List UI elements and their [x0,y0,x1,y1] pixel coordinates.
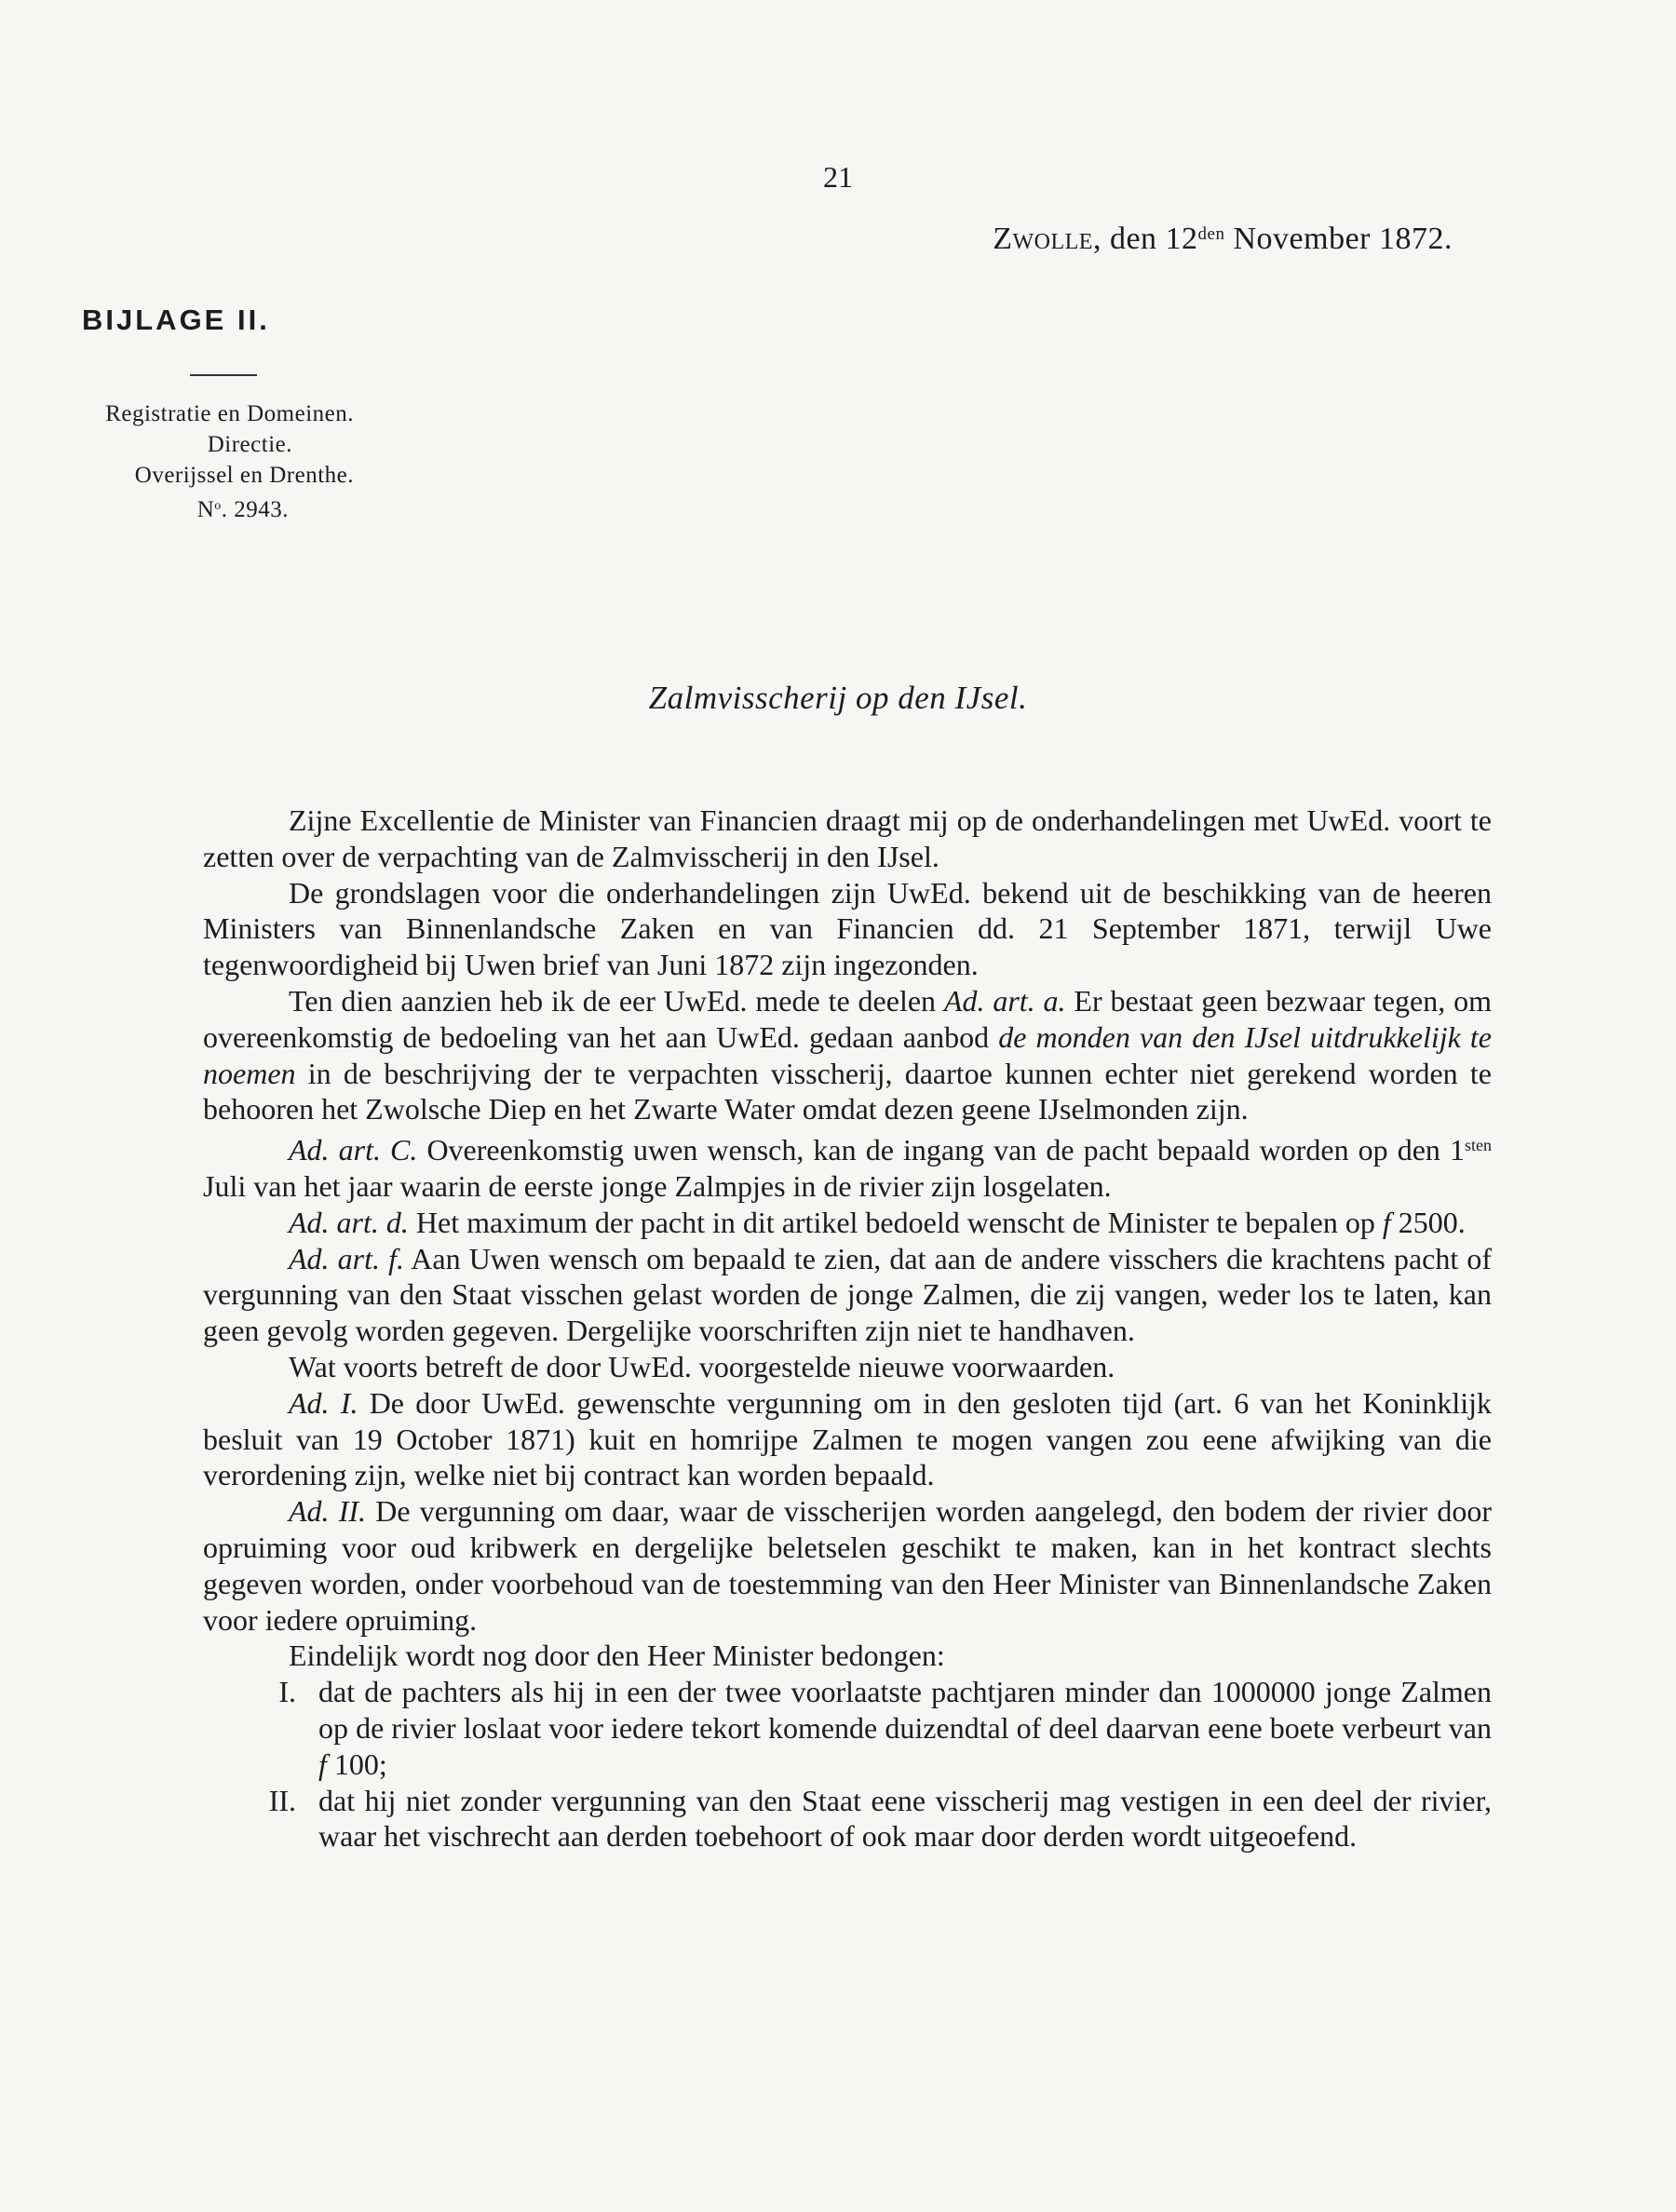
p5-florin-sign: f [1382,1205,1391,1239]
p5-text-a: Het maximum der pacht in dit artikel bedoeld wenscht de Minister te bepalen op [408,1205,1383,1239]
p6-text-a: Aan Uwen wensch om bepaald te zien, dat aan de andere visschers die krachtens pacht of vergunning van den Staat visschen gelast worden de jonge Zalmen, die zij vangen, weder los te laten, kan geen gevolg worden gegeven. Dergelijke voorschriften zijn niet te handhaven. [203,1241,1493,1348]
list-item [203,1674,1492,1782]
p4-text-a: Overeenkomstig uwen wensch, kan de ingang van de pacht bepaald worden op den 1 [417,1133,1466,1167]
p8-text-a: De door UwEd. gewenschte vergunning om in den gesloten tijd (art. 6 van het Koninklijk besluit van 19 October 1871) kuit en homrijpe Zalmen te mogen vangen zou eene afwijking van die verordening zijn, welke niet bij contract kan worden bepaald. [203,1385,1493,1492]
number-sup: o [214,499,222,513]
p6-article-ref: Ad. art. f. [289,1241,404,1275]
bijlage-heading: BIJLAGE II. [82,303,270,336]
list-text [318,1783,1492,1855]
list-florin-sign: f [318,1747,327,1781]
paragraph-2: De grondslagen voor die onderhandelingen zijn UwEd. bekend uit de beschikking van de heeren Ministers van Binnenlandsche Zaken en van Financien dd. 21 September 1871, terwijl Uwe tegenwoordigheid bij Uwen brief van Juni 1872 zijn ingezonden. [203,875,1492,982]
date-line [993,222,1453,257]
p9-text-a: De vergunning om daar, waar de visscherijen worden aangelegd, den bodem der rivier door opruiming voor oud kribwerk en dergelijke beletselen geschikt te maken, kan in het kontract slechts gegeven worden, onder voorbehoud van de toestemming van den Heer Minister van Binnenlandsche Zaken voor iedere opruiming. [203,1494,1493,1637]
number-value: . 2943. [221,497,289,522]
office-line-directie: Directie. [207,432,292,457]
document-title: Zalmvisscherij op den IJsel. [648,680,1028,716]
conditions-list [203,1674,1492,1855]
paragraph-4 [203,1127,1492,1205]
list-number: I. [278,1675,296,1709]
paragraph-6 [203,1241,1492,1349]
p4-text-b: Juli van het jaar waarin de eerste jonge Zalmpjes in de rivier zijn losgelaten. [203,1168,1112,1203]
p3-quoted-phrase: de monden van den IJsel uitdrukkelijk te noemen [203,1019,1493,1090]
list-text [318,1674,1492,1782]
date-post: November 1872. [1224,222,1453,256]
paragraph-9 [203,1493,1492,1638]
letter-header [47,303,354,525]
letter-body [203,803,1492,1855]
p5-article-ref: Ad. art. d. [289,1205,409,1239]
date-day-suffix: den [1197,224,1225,244]
number-prefix: N [196,497,215,522]
list-text-b: 100; [326,1747,387,1781]
paragraph-3 [203,983,1492,1127]
p4-article-ref: Ad. art. C. [289,1133,418,1167]
office-line-region: Overijssel en Drenthe. [134,463,354,488]
office-line-number [47,491,289,525]
list-number: II. [268,1783,296,1817]
list-text-a: dat de pachters als hij in een der twee voorlaatste pachtjaren minder dan 1000000 jonge Zalmen op de rivier loslaat voor iedere tekort komende duizendtal of deel daarvan eene boete verbeurt van [318,1675,1492,1745]
p4-ordinal: sten [1465,1136,1493,1155]
p5-text-b: 2500. [1390,1205,1466,1239]
header-divider [190,374,257,376]
p9-article-ref: Ad. II. [289,1494,367,1529]
p8-article-ref: Ad. I. [289,1385,358,1420]
office-line-registratie: Registratie en Domeinen. [105,401,354,426]
date-pre: , den 12 [1092,222,1198,256]
list-item [203,1783,1492,1855]
p3-text-b: Er bestaat geen bezwaar tegen, om overeenkomstig de bedoeling van het aan UwEd. gedaan aanbod [203,983,1493,1054]
p3-article-ref: Ad. art. a. [943,983,1066,1018]
list-text-a: dat hij niet zonder vergunning van den Staat eene visscherij mag vestigen in een deel der rivier, waar het vischrecht aan derden toebehoort of ook maar door derden wordt uitgeoefend. [318,1783,1492,1854]
page-number: 21 [823,160,853,194]
date-place: Zwolle [993,222,1093,256]
paragraph-1: Zijne Excellentie de Minister van Financien draagt mij op de onderhandelingen met UwEd. voort te zetten over de verpachting van de Zalmvisscherij in den IJsel. [203,803,1492,873]
paragraph-8 [203,1385,1492,1493]
paragraph-7: Wat voorts betreft de door UwEd. voorgestelde nieuwe voorwaarden. [289,1349,1115,1383]
paragraph-5 [203,1205,1492,1241]
p3-text-a: Ten dien aanzien heb ik de eer UwEd. mede te deelen [289,983,944,1018]
paragraph-10: Eindelijk wordt nog door den Heer Minister bedongen: [289,1639,945,1673]
p3-text-c: in de beschrijving der te verpachten visscherij, daartoe kunnen echter niet gerekend worden te behooren het Zwolsche Diep en het Zwarte Water omdat dezen geene IJselmonden zijn. [203,1056,1492,1126]
